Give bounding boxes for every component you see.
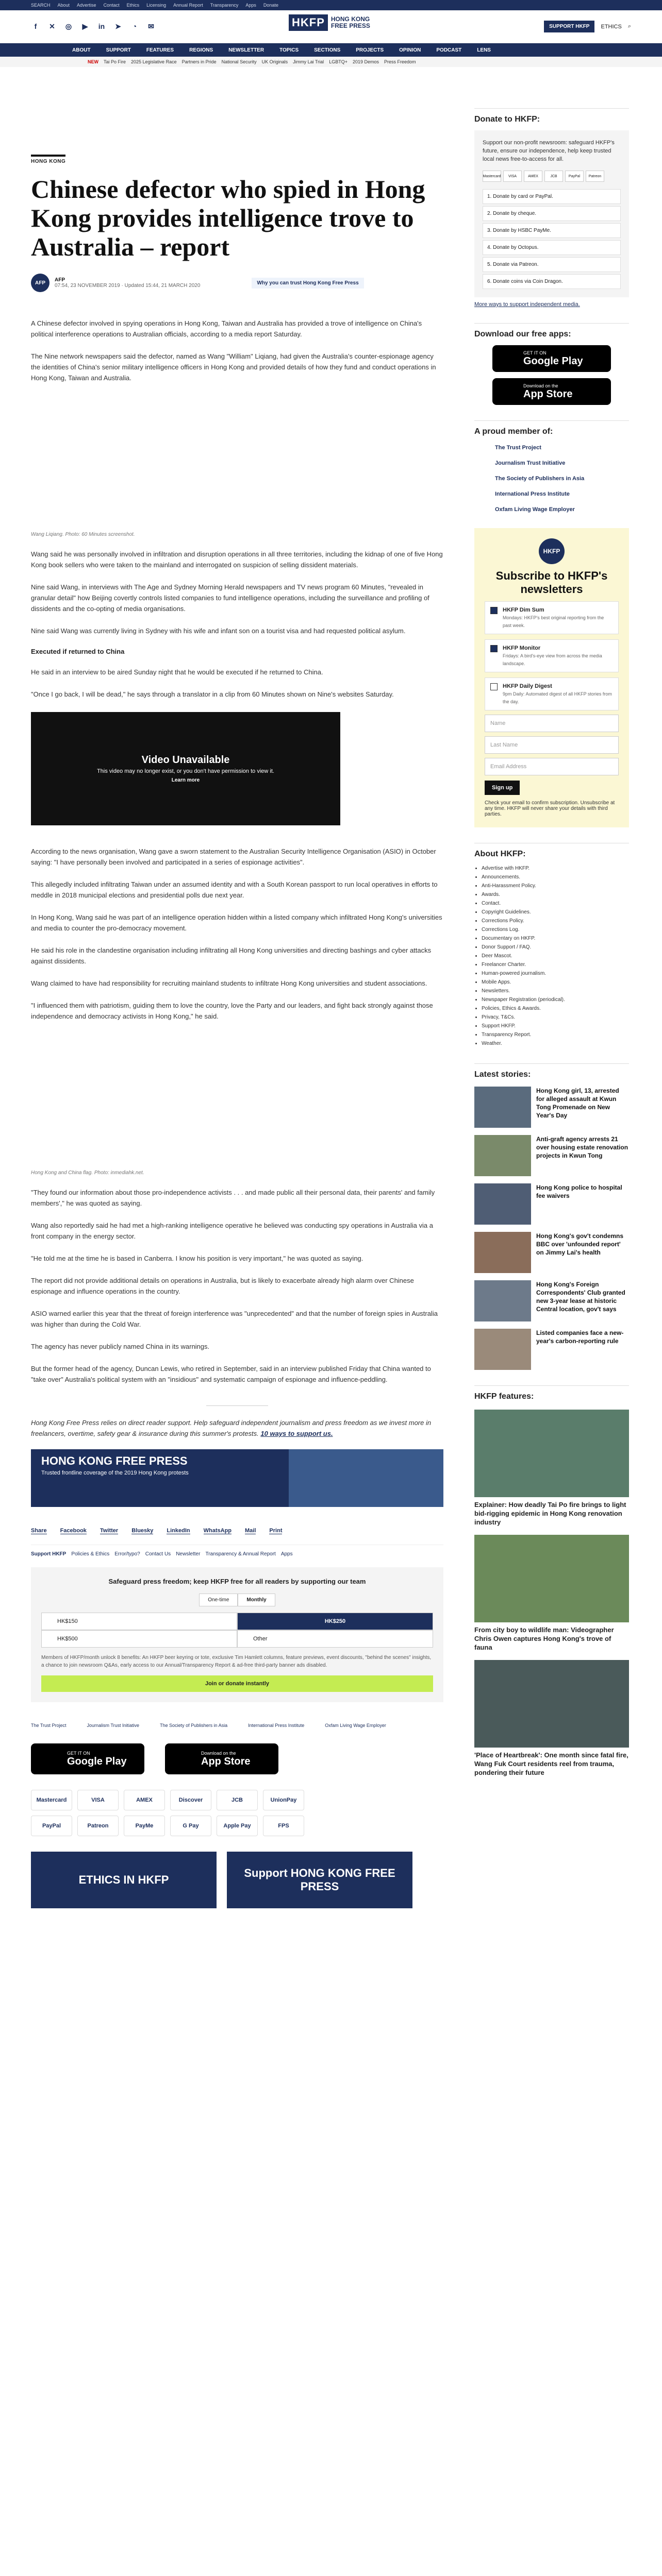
story-thumbnail[interactable] (474, 1232, 531, 1273)
nav-newsletter[interactable]: NEWSLETTER (228, 47, 264, 53)
donate-option[interactable]: 3. Donate by HSBC PayMe. (483, 223, 621, 238)
section-heading: Executed if returned to China (31, 648, 125, 655)
payme-icon: PayMe (124, 1816, 165, 1836)
latest-story[interactable]: Hong Kong's Foreign Correspondents' Club granted new 3-year lease at historic Central location, gov't says (474, 1280, 629, 1321)
visa-icon: VISA (77, 1790, 119, 1810)
newsletter-logo: HKFP (539, 538, 565, 564)
applepay-icon: Apple Pay (217, 1816, 258, 1836)
article-footer-links (31, 1545, 443, 1557)
donate-option[interactable]: 1. Donate by card or PayPal. (483, 189, 621, 204)
logo-box: HKFP (289, 14, 328, 31)
partner-logo[interactable]: Journalism Trust Initiative (87, 1723, 140, 1728)
latest-story[interactable]: Hong Kong girl, 13, arrested for alleged assault at Kwun Tong Promenade on New Year's Day (474, 1087, 629, 1128)
paragraph: He said in an interview to be aired Sunday night that he would be executed if he returned to China. (31, 668, 323, 676)
about-item[interactable]: • Anti-Harassment Policy. (482, 882, 629, 890)
donation-box (31, 1567, 443, 1702)
search-icon[interactable]: ⌕ (627, 23, 631, 29)
gpay-icon: G Pay (170, 1816, 211, 1836)
patreon-icon: Patreon (586, 171, 604, 182)
amex-icon: AMEX (524, 171, 542, 182)
mastercard-icon: Mastercard (483, 171, 501, 182)
share-twitter[interactable]: Twitter (100, 1528, 119, 1534)
util-about[interactable]: About (57, 3, 70, 8)
ethics-banner[interactable]: ETHICS IN HKFP (31, 1852, 217, 1908)
donate-title: Donate to HKFP: (474, 108, 629, 124)
amount-option[interactable]: Other (237, 1630, 433, 1648)
nav-opinion[interactable]: OPINION (399, 47, 421, 53)
partner-logo[interactable]: International Press Institute (495, 491, 570, 497)
donate-option[interactable]: 2. Donate by cheque. (483, 206, 621, 221)
jcb-icon: JCB (217, 1790, 258, 1810)
feature-story[interactable]: From city boy to wildlife man: Videographer Chris Owen captures Hong Kong's trove of fauna (474, 1535, 629, 1652)
support-banner[interactable] (31, 1449, 443, 1507)
banner-title: HONG KONG FREE PRESS (41, 1454, 188, 1467)
story-thumbnail[interactable] (474, 1087, 531, 1128)
byline (31, 274, 443, 292)
site-logo[interactable] (289, 14, 370, 31)
paragraph: "He told me at the time he is based in Canberra. I know his position is very important," he was quoted as saying. (31, 1255, 363, 1262)
donation-note: Members of HKFP/month unlock 8 benefits: An HKFP beer keyring or tote, exclusive Tim Hamlett columns, feature previews, event discounts, "behind the scenes" insights, a chance to join newsroom Q&As, early access to our Annual/Transparency Report & ad-free third-party banner ads disabled. (41, 1655, 432, 1668)
story-thumbnail[interactable] (474, 1183, 531, 1225)
nav-support[interactable]: SUPPORT (106, 47, 131, 53)
twitter-icon[interactable]: ✕ (49, 22, 55, 30)
partner-logo[interactable]: The Trust Project (495, 445, 541, 451)
article-category[interactable]: HONG KONG (31, 155, 65, 164)
video-embed[interactable] (31, 712, 340, 825)
paypal-icon: PayPal (565, 171, 584, 182)
donation-amounts (41, 1613, 433, 1648)
email-icon[interactable]: ✉ (148, 22, 154, 30)
util-advertise[interactable]: Advertise (77, 3, 96, 8)
nav-about[interactable]: ABOUT (72, 47, 91, 53)
support-banner-bottom[interactable]: Support HONG KONG FREE PRESS (227, 1852, 412, 1908)
article-date: 07:54, 23 NOVEMBER 2019 · Updated 15:44, 21 MARCH 2020 (55, 283, 201, 289)
partner-logo[interactable]: The Society of Publishers in Asia (160, 1723, 228, 1728)
signup-button[interactable]: Sign up (485, 781, 520, 795)
new-label: NEW (88, 59, 98, 64)
linkedin-icon[interactable]: in (98, 22, 105, 30)
feature-story[interactable]: Explainer: How deadly Tai Po fire brings to light bid-rigging epidemic in Hong Kong renovation industry (474, 1410, 629, 1527)
partner-logo[interactable]: International Press Institute (248, 1723, 305, 1728)
video-message: This video may no longer exist, or you don't have permission to view it. (97, 768, 274, 774)
instagram-icon[interactable]: ◎ (65, 22, 72, 30)
about-item[interactable]: • Newspaper Registration (periodical). (482, 995, 629, 1004)
subnav-item[interactable]: UK Originals (261, 59, 288, 64)
paragraph: The agency has never publicly named China in its warnings. (31, 1343, 210, 1350)
last-name-field[interactable]: Last Name (485, 736, 619, 754)
newsletter-option[interactable]: HKFP Monitor Fridays: A bird's-eye view from across the media landscape. (485, 639, 619, 672)
newsletter-box (474, 528, 629, 827)
donate-option[interactable]: 5. Donate via Patreon. (483, 257, 621, 272)
share-mail[interactable]: Mail (245, 1528, 256, 1534)
sub-nav (0, 57, 662, 67)
email-field[interactable]: Email Address (485, 758, 619, 775)
about-title: About HKFP: (474, 843, 629, 859)
author-name[interactable]: AFP (55, 277, 65, 283)
paragraph: "They found our information about those pro-independence activists . . . and made public all their personal data, their parents' and family members'," he was quoted as saying. (31, 1189, 435, 1207)
newsletter-title: Subscribe to HKFP's newsletters (495, 569, 608, 596)
util-annual-report[interactable]: Annual Report (173, 3, 203, 8)
newsletter-option[interactable]: HKFP Daily Digest 9pm Daily: Automated digest of all HKFP stories from the day. (485, 677, 619, 710)
paragraph: This allegedly included infiltrating Taiwan under an assumed identity and with a South Korean passport to run local operatives in efforts to meddle in 2018 municipal elections and presidential polls due next year. (31, 880, 438, 899)
about-item[interactable]: • Mobile Apps. (482, 978, 629, 987)
article (31, 155, 443, 1908)
banner-image (289, 1449, 443, 1507)
subnav-item[interactable]: 2025 Legislative Race (131, 59, 177, 64)
about-item[interactable]: • Announcements. (482, 873, 629, 882)
app-store-button[interactable]: Download on the App Store (165, 1743, 278, 1774)
about-item[interactable]: • Policies, Ethics & Awards. (482, 1004, 629, 1013)
top-utility-bar (0, 0, 662, 10)
footer-link[interactable]: Error/typo? (114, 1551, 140, 1557)
support-hkfp-button[interactable]: SUPPORT HKFP (544, 21, 594, 32)
newsletter-note: Check your email to confirm subscription. Unsubscribe at any time. HKFP will never share your details with third parties. (485, 800, 615, 817)
about-item[interactable]: • Privacy, T&Cs. (482, 1013, 629, 1022)
footer-link[interactable]: Apps (280, 1551, 293, 1557)
social-links (31, 22, 156, 31)
paypal-icon: PayPal (31, 1816, 72, 1836)
photo-caption: Hong Kong and China flag. Photo: inmediahk.net. (31, 1170, 144, 1176)
telegram-icon[interactable]: ➤ (115, 22, 121, 30)
mastercard-icon: Mastercard (31, 1790, 72, 1810)
amount-option[interactable]: HK$250 (237, 1613, 433, 1630)
partner-logo[interactable]: The Society of Publishers in Asia (495, 476, 585, 482)
paragraph: In Hong Kong, Wang said he was part of an intelligence operation hidden within a listed company which infiltrated Hong Kong's universities and media to counter the pro-democracy movement. (31, 913, 442, 932)
partner-logo[interactable]: Oxfam Living Wage Employer (325, 1723, 386, 1728)
about-item[interactable]: • Documentary on HKFP. (482, 934, 629, 943)
article-title: Chinese defector who spied in Hong Kong provides intelligence trove to Australia – report (31, 175, 425, 261)
video-learn-more[interactable]: Learn more (171, 777, 200, 783)
footer-link[interactable]: Transparency & Annual Report (205, 1551, 276, 1557)
util-search[interactable]: SEARCH (31, 3, 51, 8)
about-list (474, 864, 629, 1048)
story-thumbnail[interactable] (474, 1280, 531, 1321)
subnav-item[interactable]: 2019 Demos (352, 59, 379, 64)
donation-heading: Safeguard press freedom; keep HKFP free for all readers by supporting our team (108, 1578, 366, 1585)
feature-image[interactable] (474, 1535, 629, 1622)
partner-logo[interactable]: The Trust Project (31, 1723, 67, 1728)
google-play-button[interactable]: GET IT ON Google Play (492, 345, 611, 372)
paragraph: He said his role in the clandestine organisation including infiltrating all Hong Kong universities and directing bashings and cyber attacks against dissidents. (31, 946, 432, 965)
util-contact[interactable]: Contact (103, 3, 120, 8)
ethics-link[interactable]: ETHICS (601, 23, 622, 30)
paragraph: A Chinese defector involved in spying operations in Hong Kong, Taiwan and Australia has provided a trove of intelligence on China's political interference operations to Australian officials, according to a media report Saturday. (31, 319, 422, 338)
donate-box (474, 130, 629, 297)
photo-placeholder (31, 383, 443, 528)
paragraph: Wang also reportedly said he had met a high-ranking intelligence operative he believed was conducting spy operations in Australia via a front company in the energy sector. (31, 1222, 433, 1240)
donate-option[interactable]: 6. Donate coins via Coin Dragon. (483, 274, 621, 289)
avatar: AFP (31, 274, 49, 292)
unionpay-icon: UnionPay (263, 1790, 304, 1810)
logo-text: HONG KONG FREE PRESS (330, 15, 370, 29)
latest-story[interactable]: Anti-graft agency arrests 21 over housing estate renovation projects in Kwun Tong (474, 1135, 629, 1176)
nav-podcast[interactable]: PODCAST (436, 47, 462, 53)
nav-sections[interactable]: SECTIONS (314, 47, 341, 53)
subnav-item[interactable]: Jimmy Lai Trial (293, 59, 324, 64)
video-title: Video Unavailable (141, 754, 230, 766)
paragraph: ASIO warned earlier this year that the threat of foreign interference was "unprecedented" and that the number of foreign spies in Australia was higher than during the Cold War. (31, 1310, 438, 1328)
nav-features[interactable]: FEATURES (146, 47, 174, 53)
amount-option[interactable]: HK$150 (41, 1613, 237, 1630)
share-whatsapp[interactable]: WhatsApp (203, 1528, 232, 1534)
about-item[interactable]: • Freelancer Charter. (482, 960, 629, 969)
paragraph: "Once I go back, I will be dead," he says through a translator in a clip from 60 Minutes shown on Nine's websites Saturday. (31, 690, 394, 698)
divider (206, 1405, 268, 1406)
nav-projects[interactable]: PROJECTS (356, 47, 384, 53)
latest-story[interactable]: Hong Kong's gov't condemns BBC over 'unfounded report' on Jimmy Lai's health (474, 1232, 629, 1273)
about-item[interactable]: • Donor Support / FAQ. (482, 943, 629, 952)
about-item[interactable]: • Contact. (482, 899, 629, 908)
about-item[interactable]: • Awards. (482, 890, 629, 899)
story-thumbnail[interactable] (474, 1135, 531, 1176)
bottom-banners (31, 1852, 443, 1908)
payment-logos (31, 1790, 340, 1836)
partner-logo[interactable]: Oxfam Living Wage Employer (495, 506, 575, 513)
donate-option[interactable]: 4. Donate by Octopus. (483, 240, 621, 255)
donate-options (483, 189, 621, 289)
paragraph: Wang claimed to have had responsibility for recruiting mainland students to infiltrate Hong Kong universities and student associations. (31, 979, 427, 987)
latest-story[interactable]: Hong Kong police to hospital fee waivers (474, 1183, 629, 1225)
rss-icon[interactable]: ◔ (132, 22, 137, 30)
about-item[interactable]: • Newsletters. (482, 987, 629, 995)
about-item[interactable]: • Human-powered journalism. (482, 969, 629, 978)
patreon-icon: Patreon (77, 1816, 119, 1836)
more-ways-link[interactable]: More ways to support independent media. (474, 301, 580, 308)
tab-monthly[interactable]: Monthly (238, 1594, 275, 1606)
photo-placeholder (31, 1022, 443, 1166)
trust-link[interactable]: Why you can trust Hong Kong Free Press (252, 278, 363, 289)
about-item[interactable]: • Corrections Policy. (482, 917, 629, 925)
donation-tabs (41, 1594, 433, 1606)
subnav-item[interactable]: Tai Po Fire (104, 59, 126, 64)
name-field[interactable]: Name (485, 715, 619, 732)
paragraph: The report did not provide additional details on operations in Australia, but is likely to exacerbate already high alarm over Chinese espionage and influence operations in the country. (31, 1277, 414, 1295)
share-bluesky[interactable]: Bluesky (131, 1528, 154, 1534)
support-paragraph: Hong Kong Free Press relies on direct reader support. Help safeguard independent journalism and press freedom as we invest more in freelancers, overtime, safety gear & insurance during this summer's protests. 10 ways to support us. (31, 1419, 432, 1437)
about-item[interactable]: • Support HKFP. (482, 1022, 629, 1030)
share-print[interactable]: Print (269, 1528, 283, 1534)
util-donate[interactable]: Donate (263, 3, 278, 8)
latest-title: Latest stories: (474, 1063, 629, 1079)
partner-logos (31, 1723, 443, 1728)
paragraph: According to the news organisation, Wang gave a sworn statement to the Australian Security Intelligence Organisation (ASIO) in October saying: "I have personally been involved and participated in a series of espionage activities". (31, 848, 436, 866)
util-ethics[interactable]: Ethics (126, 3, 140, 8)
about-item[interactable]: • Transparency Report. (482, 1030, 629, 1039)
paragraph: Wang said he was personally involved in infiltration and disruption operations in all three territories, including the kidnap of one of five Hong Kong book sellers who were taken to the mainland and interrogated on suspicion of selling dissident materials. (31, 550, 443, 569)
nav-topics[interactable]: TOPICS (279, 47, 299, 53)
jcb-icon: JCB (544, 171, 563, 182)
donate-text: Support our non-profit newsroom: safeguard HKFP's future, ensure our independence, help keep trusted local news free-to-access for all. (483, 140, 615, 162)
amex-icon: AMEX (124, 1790, 165, 1810)
about-item[interactable]: • Weather. (482, 1039, 629, 1048)
app-store-button[interactable]: Download on the App Store (492, 378, 611, 405)
paragraph: Nine said Wang, in interviews with The Age and Sydney Morning Herald newspapers and TV news program 60 Minutes, "revealed in granular detail" how Beijing covertly controls listed companies to fund intelligence operations, including the surveillance and profiling of dissidents and the co-opting of media organisations. (31, 583, 429, 613)
main-nav (0, 43, 662, 57)
util-apps[interactable]: Apps (245, 3, 256, 8)
features-title: HKFP features: (474, 1385, 629, 1401)
app-buttons (31, 1743, 443, 1774)
share-label: Share (31, 1528, 47, 1534)
fps-icon: FPS (263, 1816, 304, 1836)
newsletter-option[interactable]: HKFP Dim Sum Mondays: HKFP's best original reporting from the past week. (485, 601, 619, 634)
sidebar (474, 108, 629, 1777)
sidebar-payment-logos (483, 171, 621, 182)
util-licensing[interactable]: Licensing (146, 3, 167, 8)
story-thumbnail[interactable] (474, 1329, 531, 1370)
footer-link[interactable]: Support HKFP (31, 1551, 67, 1557)
footer-link[interactable]: Contact Us (145, 1551, 171, 1557)
about-item[interactable]: • Corrections Log. (482, 925, 629, 934)
amount-option[interactable]: HK$500 (41, 1630, 237, 1648)
join-button[interactable]: Join or donate instantly (41, 1675, 433, 1692)
share-bar (31, 1528, 443, 1534)
checkbox[interactable] (490, 683, 498, 690)
checkbox[interactable] (490, 607, 498, 614)
feature-story[interactable]: 'Place of Heartbreak': One month since fatal fire, Wang Fuk Court residents reel from trauma, pondering their future (474, 1660, 629, 1777)
footer-link[interactable]: Newsletter (176, 1551, 201, 1557)
about-item[interactable]: • Copyright Guidelines. (482, 908, 629, 917)
checkbox[interactable] (490, 645, 498, 652)
share-facebook[interactable]: Facebook (60, 1528, 87, 1534)
visa-icon: VISA (503, 171, 522, 182)
subnav-item[interactable]: Press Freedom (384, 59, 416, 64)
apps-title: Download our free apps: (474, 323, 629, 339)
util-transparency[interactable]: Transparency (210, 3, 239, 8)
paragraph: Nine said Wang was currently living in Sydney with his wife and infant son on a tourist visa and had requested political asylum. (31, 627, 406, 635)
nav-lens[interactable]: LENS (477, 47, 491, 53)
footer-link[interactable]: Policies & Ethics (71, 1551, 110, 1557)
google-play-button[interactable]: GET IT ON Google Play (31, 1743, 144, 1774)
facebook-icon[interactable]: f (34, 22, 37, 30)
latest-story[interactable]: Listed companies face a new-year's carbon-reporting rule (474, 1329, 629, 1370)
subnav-item[interactable]: National Security (221, 59, 257, 64)
banner-subtitle: Trusted frontline coverage of the 2019 Hong Kong protests (41, 1470, 189, 1476)
support-link[interactable]: 10 ways to support us. (260, 1430, 333, 1437)
share-linkedin[interactable]: LinkedIn (167, 1528, 190, 1534)
paragraph: "I influenced them with patriotism, guiding them to love the country, love the Party and our leaders, and fight back strongly against those independence and democracy activists in Hong Kong," he said. (31, 1002, 433, 1020)
photo-caption: Wang Liqiang. Photo: 60 Minutes screenshot. (31, 532, 135, 537)
header-actions (544, 21, 631, 32)
member-logos (474, 445, 629, 513)
feature-image[interactable] (474, 1660, 629, 1748)
member-title: A proud member of: (474, 420, 629, 436)
nav-regions[interactable]: REGIONS (189, 47, 213, 53)
partner-logo[interactable]: Journalism Trust Initiative (495, 460, 566, 466)
paragraph: The Nine network newspapers said the defector, named as Wang "William" Liqiang, had given the Australia's counter-espionage agency the identities of China's senior military intelligence officers in Hong Kong and provided details of how they fund and conduct operations in Hong Kong, Taiwan and Australia. (31, 352, 436, 382)
subnav-item[interactable]: Partners in Pride (181, 59, 217, 64)
subnav-item[interactable]: LGBTQ+ (329, 59, 347, 64)
feature-image[interactable] (474, 1410, 629, 1497)
paragraph: But the former head of the agency, Duncan Lewis, who retired in September, said in an interview published Friday that China wanted to "take over" Australia's political system with an "insidious" and systematic campaign of espionage and influence-peddling. (31, 1365, 431, 1383)
discover-icon: Discover (170, 1790, 211, 1810)
about-item[interactable]: • Deer Mascot. (482, 952, 629, 960)
about-item[interactable]: • Advertise with HKFP. (482, 864, 629, 873)
youtube-icon[interactable]: ▶ (82, 22, 88, 30)
tab-one-time[interactable]: One-time (199, 1594, 238, 1606)
